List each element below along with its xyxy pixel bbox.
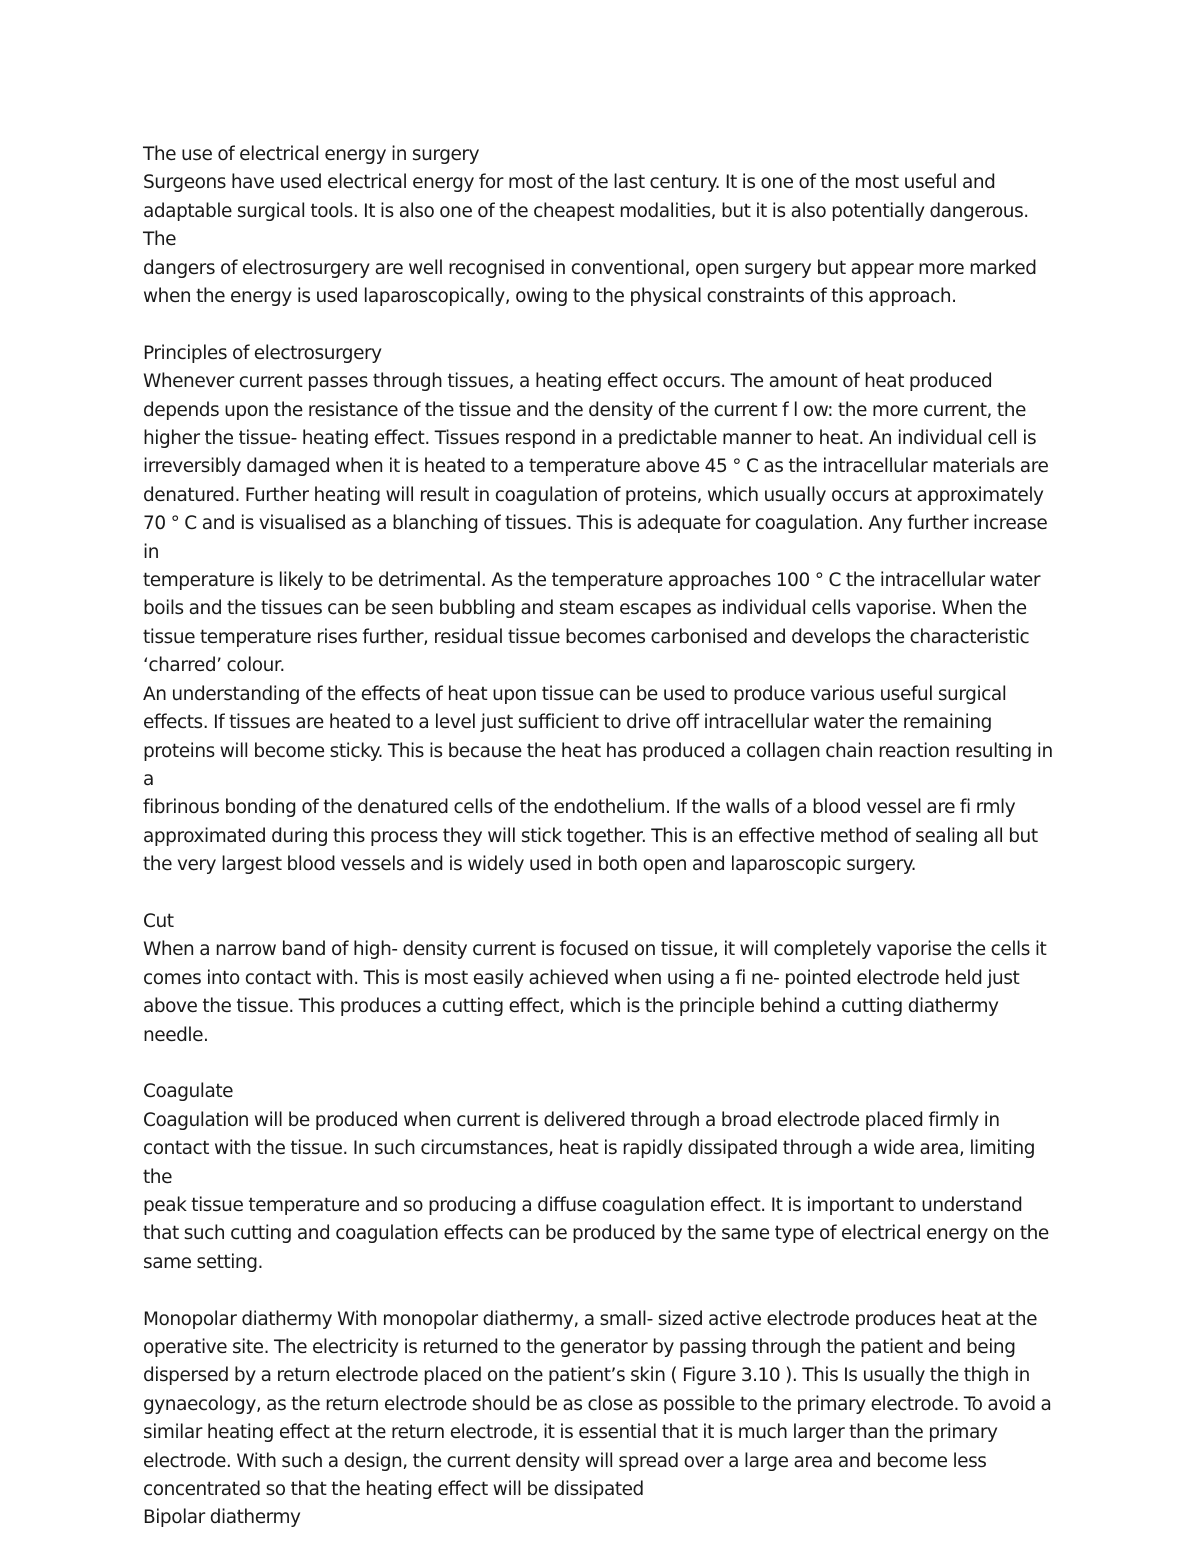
paragraph-coagulate: Coagulation will be produced when current is delivered through a broad electrode placed firmly in contact with the tissue. In such circumstances, heat is rapidly dissipated through a wide area, limiting the peak tissue temperature and so producing a diffuse coagulation effect. It is important to understand that such cutting and coagulation effects can be produced by the same type of electrical energy on the same setting. [143,1109,1049,1273]
section-heading-electrical-energy: The use of electrical energy in surgery [143,144,480,165]
paragraph-cut: When a narrow band of high- density current is focused on tissue, it will completely vaporise the cells it comes into contact with. This is most easily achieved when using a fi ne- pointed electrode held just above the tissue. This produces a cutting effect, which is the principle behind a cutting diathermy needle. [143,939,1047,1046]
paragraph-gap [143,1050,1063,1078]
section-heading-cut: Cut [143,910,174,932]
document-body [143,141,1063,1533]
section-heading-principles: Principles of electrosurgery [143,342,382,364]
paragraph-gap [143,311,1063,339]
paragraph-principles: Whenever current passes through tissues, a heating effect occurs. The amount of heat produced depends upon the resistance of the tissue and the density of the current f l ow: the more current, the higher the tissue- heating effect. Tissues respond in a predictable manner to heat. An individual cell is irreversibly damaged when it is heated to a temperature above 45 ° C as the intracellular materials are denatured. Further heating will result in coagulation of proteins, which usually occurs at approximately 70 ° C and is visualised as a blanching of tissues. This is adequate for coagulation. Any further increase in temperature is likely to be detrimental. As the temperature approaches 100 ° C the intracellular water boils and the tissues can be seen bubbling and steam escapes as individual cells vaporise. When the tissue temperature rises further, residual tissue becomes carbonised and develops the characteristic ‘charred’ colour. [143,371,1049,677]
section-heading-coagulate: Coagulate [143,1081,234,1103]
paragraph-monopolar: Monopolar diathermy With monopolar diathermy, a small- sized active electrode produces heat at the operative site. The electricity is returned to the generator by passing through the patient and being dispersed by a return electrode placed on the patient’s skin ( Figure 3.10 ). This Is usually the thigh in gynaecology, as the return electrode should be as close as possible to the primary electrode. To avoid a similar heating effect at the return electrode, it is essential that it is much larger than the primary electrode. With such a design, the current density will spread over a large area and become less concentrated so that the heating effect will be dissipated [143,1308,1052,1501]
section-heading-bipolar: Bipolar diathermy [143,1507,301,1529]
paragraph-gap [143,880,1063,908]
paragraph-heat-effects: An understanding of the effects of heat upon tissue can be used to produce various useful surgical effects. If tissues are heated to a level just sufficient to drive off intracellular water the remaining proteins will become sticky. This is because the heat has produced a collagen chain reaction resulting in a fibrinous bonding of the denatured cells of the endothelium. If the walls of a blood vessel are fi rmly approximated during this process they will stick together. This is an effective method of sealing all but the very largest blood vessels and is widely used in both open and laparoscopic surgery. [143,683,1053,876]
paragraph-intro: Surgeons have used electrical energy for most of the last century. It is one of the most useful and adaptable surgical tools. It is also one of the cheapest modalities, but it is also potentially dangerous. The dangers of electrosurgery are well recognised in conventional, open surgery but appear more marked when the energy is used laparoscopically, owing to the physical constraints of this approach. [143,172,1037,308]
paragraph-gap [143,1277,1063,1305]
